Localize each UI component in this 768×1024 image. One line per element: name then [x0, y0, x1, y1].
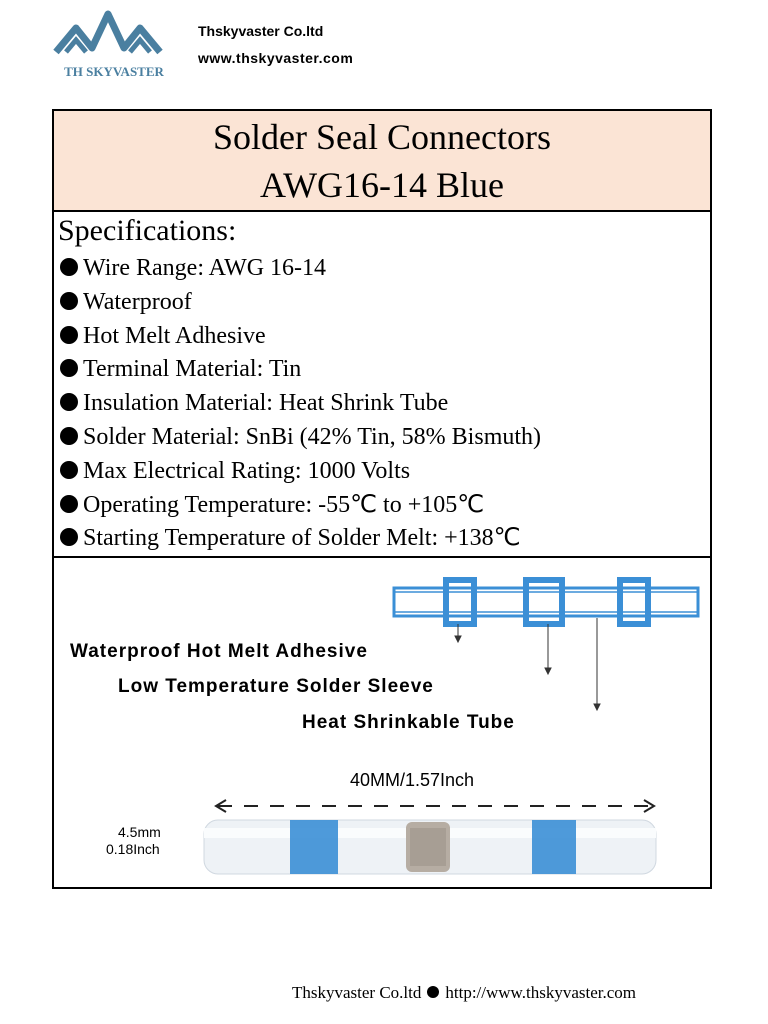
bullet-icon [60, 427, 78, 445]
bullet-icon [60, 461, 78, 479]
list-item: Terminal Material: Tin [60, 353, 541, 387]
label-solder-sleeve: Low Temperature Solder Sleeve [118, 676, 434, 697]
product-subtitle: AWG16-14 Blue [259, 165, 505, 205]
bullet-icon [60, 292, 78, 310]
label-adhesive: Waterproof Hot Melt Adhesive [70, 641, 368, 662]
list-item: Wire Range: AWG 16-14 [60, 252, 541, 286]
connector-photo-icon [204, 820, 656, 874]
list-item: Operating Temperature: -55℃ to +105℃ [60, 489, 541, 523]
product-diagram [54, 558, 710, 887]
spec-sheet-frame [52, 109, 712, 889]
list-item: Waterproof [60, 286, 541, 320]
specifications-section [54, 212, 710, 558]
footer [292, 983, 636, 1003]
bullet-icon [60, 393, 78, 411]
list-item: Starting Temperature of Solder Melt: +138℃ [60, 522, 541, 556]
header-company: Thskyvaster Co.ltd [198, 23, 324, 39]
length-dimension: 40MM/1.57Inch [350, 770, 475, 790]
list-item: Max Electrical Rating: 1000 Volts [60, 455, 541, 489]
diameter-inch: 0.18Inch [106, 841, 160, 857]
list-item: Hot Melt Adhesive [60, 320, 541, 354]
logo-mountains-icon [52, 8, 176, 80]
label-heat-shrink-tube: Heat Shrinkable Tube [302, 712, 515, 733]
list-item: Insulation Material: Heat Shrink Tube [60, 387, 541, 421]
bullet-icon [60, 258, 78, 276]
footer-url[interactable]: http://www.thskyvaster.com [445, 983, 636, 1002]
product-title: Solder Seal Connectors [213, 117, 551, 157]
logo-text: TH SKYVASTER [64, 64, 164, 79]
footer-company: Thskyvaster Co.ltd [292, 983, 422, 1002]
title-box [54, 111, 710, 212]
header-website[interactable]: www.thskyvaster.com [198, 50, 354, 66]
schematic-connector-icon [394, 580, 698, 624]
footer-bullet-icon [427, 986, 439, 998]
spec-list [60, 252, 541, 556]
bullet-icon [60, 359, 78, 377]
bullet-icon [60, 326, 78, 344]
bullet-icon [60, 528, 78, 546]
company-logo [52, 8, 176, 80]
diameter-mm: 4.5mm [118, 824, 161, 840]
specifications-heading: Specifications: [58, 214, 237, 247]
list-item: Solder Material: SnBi (42% Tin, 58% Bismuth) [60, 421, 541, 455]
bullet-icon [60, 495, 78, 513]
